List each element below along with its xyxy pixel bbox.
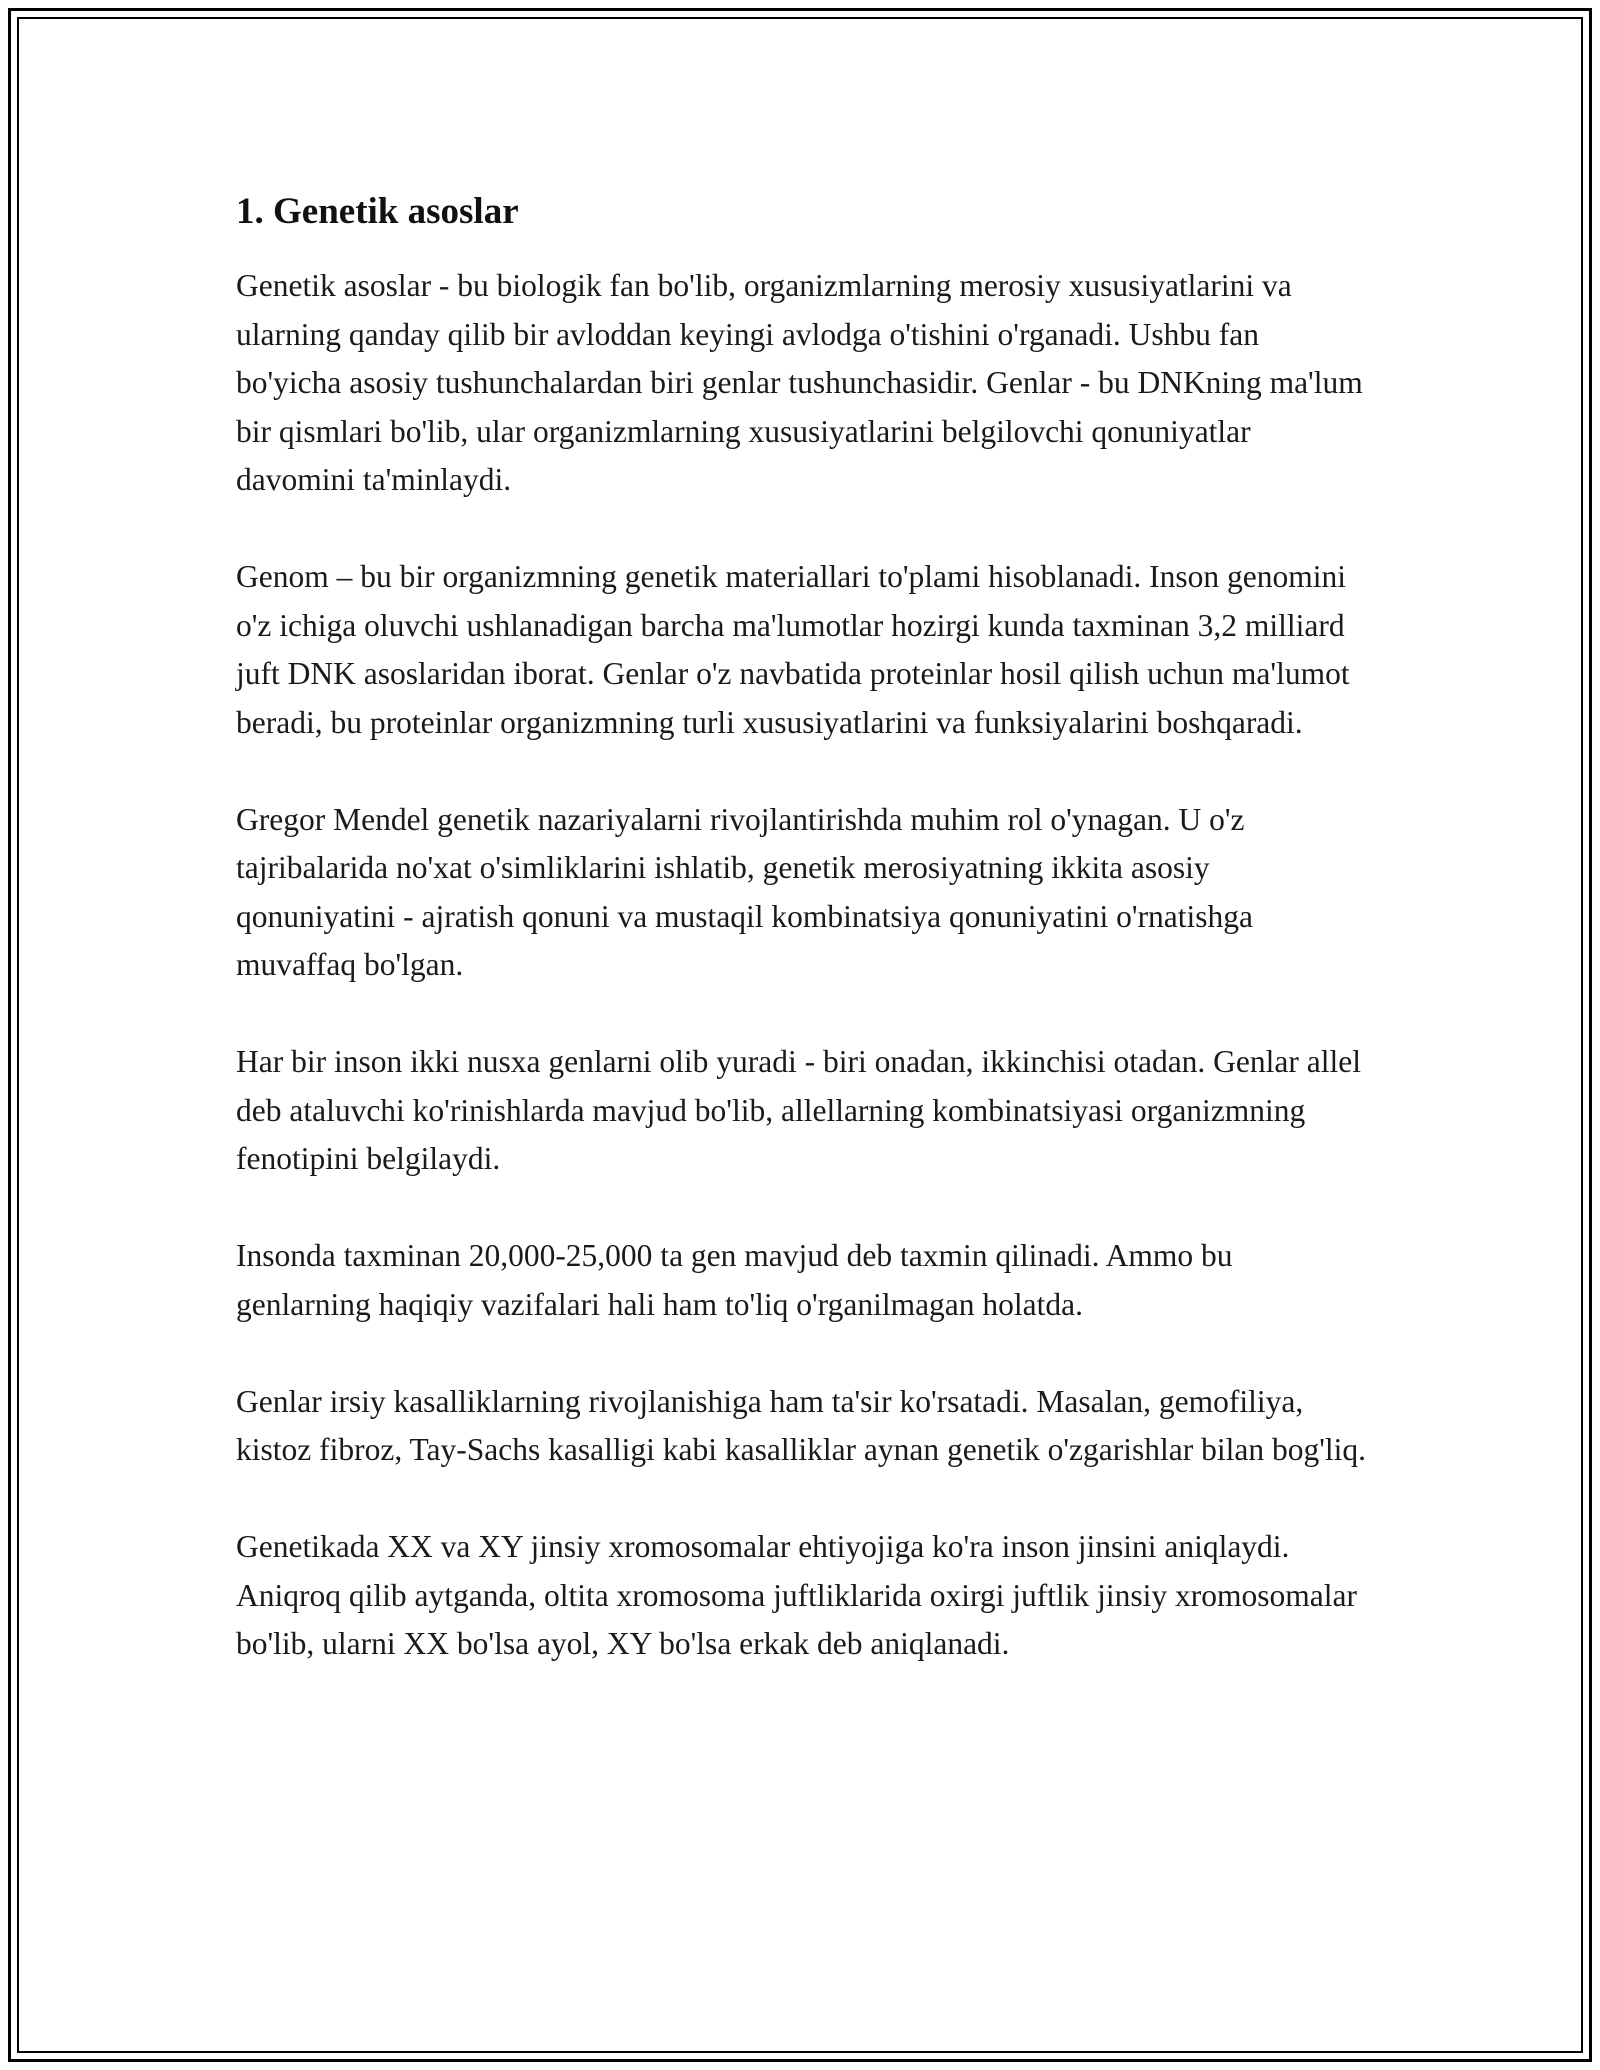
paragraph-jinsiy-xromosomalar: Genetikada XX va XY jinsiy xromosomalar ehtiyojiga ko'ra inson jinsini aniqlaydi. Aniqroq qilib aytganda, oltita xromosoma juftliklarida oxirgi juftlik jinsiy xromosomalar bo'lib, ularni XX bo'lsa ayol, XY bo'lsa erkak deb aniqlanadi. [236,1529,1358,1661]
section-heading: 1. Genetik asoslar [236,191,519,232]
paragraph-irsiy-kasalliklar: Genlar irsiy kasalliklarning rivojlanishiga ham ta'sir ko'rsatadi. Masalan, gemofiliya, kistoz fibroz, Tay-Sachs kasalligi kabi kasalliklar aynan genetik o'zgarishlar bilan bog'liq. [236,1383,1367,1467]
paragraph-gen-soni: Insonda taxminan 20,000-25,000 ta gen mavjud deb taxmin qilinadi. Ammo bu genlarning haqiqiy vazifalari hali ham to'liq o'rganilmagan holatda. [236,1238,1233,1322]
paragraph-genetik-asoslar: Genetik asoslar - bu biologik fan bo'lib, organizmlarning merosiy xususiyatlarini va ularning qanday qilib bir avloddan keyingi avlodga o'tishini o'rganadi. Ushbu fan bo'yicha asosiy tushunchalardan biri genlar tushunchasidir. Genlar - bu DNKning ma'lum bir qismlari bo'lib, ular organizmlarning xususiyatlarini belgilovchi qonuniyatlar davomini ta'minlaydi. [236,268,1363,497]
paragraph-allel: Har bir inson ikki nusxa genlarni olib yuradi - biri onadan, ikkinchisi otadan. Genlar allel deb ataluvchi ko'rinishlarda mavjud bo'lib, allellarning kombinatsiyasi organizmning fenotipini belgilaydi. [236,1044,1361,1176]
paragraph-gregor-mendel: Gregor Mendel genetik nazariyalarni rivojlantirishda muhim rol o'ynagan. U o'z tajribalarida no'xat o'simliklarini ishlatib, genetik merosiyatning ikkita asosiy qonuniyatini - ajratish qonuni va mustaqil kombinatsiya qonuniyatini o'rnatishga muvaffaq bo'lgan. [236,801,1254,982]
paragraph-genom: Genom – bu bir organizmning genetik materiallari to'plami hisoblanadi. Inson genomini o'z ichiga oluvchi ushlanadigan barcha ma'lumotlar hozirgi kunda taxminan 3,2 milliard juft DNK asoslaridan iborat. Genlar o'z navbatida proteinlar hosil qilish uchun ma'lumot beradi, bu proteinlar organizmning turli xususiyatlarini va funksiyalarini boshqaradi. [236,559,1350,740]
document-body [236,188,1366,1717]
